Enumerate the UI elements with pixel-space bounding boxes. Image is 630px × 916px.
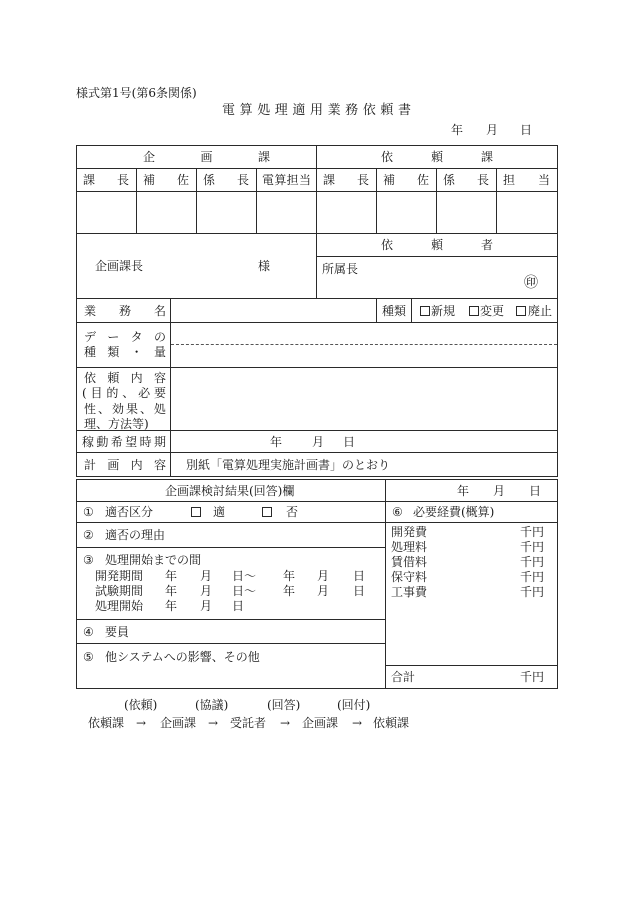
- glyph: 頼: [430, 238, 443, 252]
- data-volume-label-line: [84, 345, 166, 359]
- date-part: 月: [200, 569, 213, 583]
- glyph: 補: [383, 173, 396, 187]
- stamp-box: [316, 191, 377, 234]
- plan-field: [170, 452, 558, 477]
- desired-start-day: 日: [343, 434, 356, 449]
- glyph: 期: [153, 434, 166, 449]
- seal-mark: ㊞: [524, 275, 538, 291]
- stamp-box: [376, 191, 437, 234]
- glyph: 果: [125, 402, 138, 416]
- glyph: 務: [118, 303, 131, 318]
- desired-start-label-cell: [76, 430, 171, 453]
- checkbox-change: [469, 306, 479, 316]
- staff-row: [76, 619, 386, 644]
- glyph: 頼: [430, 150, 443, 164]
- glyph: 効: [111, 402, 124, 416]
- glyph: 業: [84, 303, 97, 318]
- date-part: 年: [165, 569, 178, 583]
- impact-number: ⑤: [83, 650, 94, 664]
- role-label: [143, 173, 189, 187]
- cost-item-name: 保守料: [391, 570, 428, 584]
- glyph: 長: [236, 173, 249, 187]
- stamp-box: [436, 191, 497, 234]
- glyph: 係: [203, 173, 216, 187]
- glyph: 類: [107, 345, 120, 359]
- glyph: 当: [537, 173, 550, 187]
- glyph: 長: [116, 173, 129, 187]
- glyph: 担: [286, 173, 299, 187]
- cost-item-unit: 千円: [520, 525, 545, 539]
- schedule-row: [76, 547, 386, 620]
- request-details-label-line: 理、方法等): [84, 417, 149, 431]
- form-number: 様式第1号(第6条関係): [76, 86, 197, 100]
- requester-header: [316, 233, 558, 257]
- review-date-day: 日: [529, 483, 542, 498]
- request-date-month: 月: [486, 123, 499, 137]
- checkbox-unsuitable: [262, 507, 272, 517]
- role-label: [443, 173, 489, 187]
- suitability-row: [76, 501, 386, 523]
- cost-item-unit: 千円: [520, 540, 545, 554]
- glyph: 佐: [176, 173, 189, 187]
- glyph: 依: [381, 150, 394, 164]
- role-label: [262, 173, 311, 187]
- role-label: [83, 173, 129, 187]
- flow-step-consult: (協議): [195, 698, 229, 712]
- request-details-label-line: [84, 371, 166, 385]
- glyph: 稼: [82, 434, 95, 449]
- stamp-box: [496, 191, 558, 234]
- date-part: 月: [317, 569, 330, 583]
- flow-step-answer: (回答): [267, 698, 301, 712]
- staff-number: ④: [83, 624, 94, 639]
- stamp-box: [256, 191, 317, 234]
- checkbox-abolish: [516, 306, 526, 316]
- glyph: 内: [130, 371, 143, 385]
- glyph: 容: [153, 457, 166, 472]
- glyph: 、: [139, 402, 152, 416]
- impact-label: 他システムへの影響、その他: [105, 650, 260, 664]
- glyph: 望: [125, 434, 138, 449]
- request-details-field: [170, 367, 558, 431]
- review-date-year: 年: [457, 483, 470, 498]
- glyph: (: [82, 386, 87, 400]
- suitability-number: ①: [83, 505, 94, 519]
- glyph: ー: [107, 330, 120, 344]
- date-part: 日: [232, 599, 245, 613]
- business-name-field: [170, 298, 377, 323]
- data-volume-label-cell: [76, 322, 171, 368]
- plan-label-cell: [76, 452, 171, 477]
- glyph: 画: [107, 457, 120, 472]
- glyph: 算: [239, 103, 253, 118]
- glyph: 目: [90, 386, 103, 400]
- request-date-day: 日: [520, 123, 533, 137]
- glyph: 名: [153, 303, 166, 318]
- cost-item-name: 賃借料: [391, 555, 428, 569]
- business-type-label: 種類: [382, 303, 407, 318]
- schedule-label: 処理開始までの間: [105, 553, 202, 567]
- glyph: 量: [153, 345, 166, 359]
- glyph: 補: [143, 173, 156, 187]
- checkbox-new: [420, 306, 430, 316]
- glyph: 算: [274, 173, 287, 187]
- date-part: 年: [283, 584, 296, 598]
- cost-item-name: 工事費: [391, 585, 428, 599]
- glyph: タ: [130, 330, 143, 344]
- costs-list: [385, 522, 558, 666]
- addressee-name: 企画課長: [95, 259, 144, 273]
- glyph: 用: [309, 103, 323, 118]
- desired-start-label: [82, 435, 166, 449]
- glyph: 課: [257, 150, 270, 164]
- testing-period-label: 試験期間: [95, 584, 144, 598]
- glyph: 長: [476, 173, 489, 187]
- business-type-options: [411, 298, 558, 323]
- costs-total-row: [385, 665, 558, 689]
- option-suitable-label: 適: [213, 505, 226, 519]
- glyph: 課: [323, 173, 336, 187]
- flow-step-request: (依頼): [124, 698, 158, 712]
- glyph: 頼: [107, 371, 120, 385]
- flow-node: 企画課: [302, 716, 339, 730]
- role-requesting-deputy: [376, 168, 437, 192]
- glyph: 業: [327, 103, 341, 118]
- reason-number: ②: [83, 528, 94, 542]
- glyph: 、: [97, 402, 110, 416]
- date-part: 日〜: [232, 569, 257, 583]
- impact-row: [76, 643, 386, 689]
- costs-header: [385, 501, 558, 523]
- glyph: 理: [274, 103, 288, 118]
- request-date-year: 年: [451, 123, 464, 137]
- requesting-section-label: [381, 150, 493, 164]
- checkbox-suitable: [191, 507, 201, 517]
- glyph: 適: [292, 103, 306, 118]
- request-details-label-line: [82, 386, 166, 400]
- role-label: [503, 173, 550, 187]
- flow-step-circulate: (回付): [337, 698, 371, 712]
- reason-row: [76, 522, 386, 548]
- review-header: [76, 479, 386, 502]
- costs-label: 必要経費(概算): [413, 505, 495, 519]
- data-volume-field: [170, 322, 558, 368]
- date-part: 月: [317, 584, 330, 598]
- request-date: [451, 123, 533, 137]
- option-change-label: 変更: [480, 303, 505, 318]
- glyph: 種: [84, 345, 97, 359]
- cost-item-name: 開発費: [391, 525, 428, 539]
- date-part: 日: [353, 569, 366, 583]
- stamp-box: [196, 191, 257, 234]
- role-label: [323, 173, 369, 187]
- flow-arrow: →: [280, 716, 291, 730]
- plan-value: 別紙「電算処理実施計画書」のとおり: [186, 457, 391, 472]
- glyph: 電: [222, 103, 236, 118]
- role-planning-chief: [76, 168, 137, 192]
- glyph: ・: [130, 345, 143, 359]
- glyph: 希: [110, 434, 123, 449]
- cost-item-unit: 千円: [520, 570, 545, 584]
- flow-node: 受託者: [230, 716, 267, 730]
- planning-section-header: [76, 145, 317, 169]
- flow-arrow: →: [352, 716, 363, 730]
- date-part: 日: [353, 584, 366, 598]
- business-type-label-cell: [376, 298, 412, 323]
- glyph: デ: [84, 330, 97, 344]
- glyph: 電: [262, 173, 275, 187]
- glyph: 計: [84, 457, 97, 472]
- role-planning-computing: [256, 168, 317, 192]
- role-requesting-subchief: [436, 168, 497, 192]
- glyph: 当: [298, 173, 311, 187]
- flow-arrow: →: [208, 716, 219, 730]
- desired-start-field: [170, 430, 558, 453]
- glyph: 佐: [416, 173, 429, 187]
- addressee-cell: [76, 233, 317, 299]
- date-part: 年: [283, 569, 296, 583]
- glyph: 時: [139, 434, 152, 449]
- stamp-box: [76, 191, 137, 234]
- schedule-number: ③: [83, 553, 94, 567]
- flow-arrow: →: [136, 716, 147, 730]
- plan-label: [84, 458, 166, 472]
- cost-item-unit: 千円: [520, 585, 545, 599]
- glyph: 性: [84, 402, 97, 416]
- glyph: 者: [480, 238, 493, 252]
- reason-label: 適否の理由: [105, 528, 166, 542]
- date-part: 日〜: [232, 584, 257, 598]
- glyph: 依: [362, 103, 376, 118]
- desired-start-year: 年: [270, 434, 283, 449]
- date-part: 年: [165, 599, 178, 613]
- flow-node: 依頼課: [373, 716, 410, 730]
- stamp-box: [136, 191, 197, 234]
- processing-start-label: 処理開始: [95, 599, 144, 613]
- costs-number: ⑥: [392, 505, 403, 519]
- glyph: の: [153, 330, 166, 344]
- affiliation-label: 所属長: [322, 262, 359, 276]
- business-name-label: [84, 304, 166, 318]
- flow-node: 依頼課: [88, 716, 125, 730]
- flow-node: 企画課: [160, 716, 197, 730]
- cost-item-unit: 千円: [520, 555, 545, 569]
- role-requesting-chief: [316, 168, 377, 192]
- option-new-label: 新規: [431, 303, 456, 318]
- glyph: 長: [356, 173, 369, 187]
- requester-cell: [316, 256, 558, 299]
- suitability-label: 適否区分: [105, 505, 154, 519]
- glyph: 画: [200, 150, 213, 164]
- request-details-label-cell: [76, 367, 171, 431]
- glyph: 課: [480, 150, 493, 164]
- glyph: 動: [96, 434, 109, 449]
- role-requesting-staff: [496, 168, 558, 192]
- date-part: 年: [165, 584, 178, 598]
- requesting-section-header: [316, 145, 558, 169]
- request-details-label-line: [84, 402, 166, 416]
- desired-start-month: 月: [312, 434, 325, 449]
- costs-total-unit: 千円: [520, 670, 545, 684]
- costs-total-label: 合計: [391, 670, 416, 684]
- glyph: 的: [106, 386, 119, 400]
- glyph: 務: [345, 103, 359, 118]
- glyph: 依: [84, 371, 97, 385]
- glyph: 、: [122, 386, 135, 400]
- glyph: 頼: [380, 103, 394, 118]
- role-planning-deputy: [136, 168, 197, 192]
- role-label: [383, 173, 429, 187]
- form-title: [222, 104, 411, 118]
- review-date-month: 月: [493, 483, 506, 498]
- requester-header-label: [381, 238, 493, 252]
- glyph: 処: [153, 402, 166, 416]
- dashed-divider: [171, 344, 557, 345]
- glyph: 必: [138, 386, 151, 400]
- glyph: 依: [381, 238, 394, 252]
- addressee-honorific: 様: [258, 259, 271, 273]
- option-unsuitable-label: 否: [286, 505, 299, 519]
- date-part: 月: [200, 584, 213, 598]
- date-part: 月: [200, 599, 213, 613]
- review-date: [385, 479, 558, 502]
- glyph: 容: [153, 371, 166, 385]
- review-header-label: 企画課検討結果(回答)欄: [165, 483, 295, 498]
- role-label: [203, 173, 249, 187]
- glyph: 書: [397, 103, 411, 118]
- glyph: 課: [83, 173, 96, 187]
- glyph: 企: [143, 150, 156, 164]
- glyph: 内: [130, 457, 143, 472]
- glyph: 処: [257, 103, 271, 118]
- data-volume-label-line: [84, 330, 166, 344]
- glyph: 担: [503, 173, 516, 187]
- planning-section-label: [143, 150, 270, 164]
- business-name-label-cell: [76, 298, 171, 323]
- glyph: 要: [153, 386, 166, 400]
- development-period-label: 開発期間: [95, 569, 144, 583]
- glyph: 係: [443, 173, 456, 187]
- cost-item-name: 処理料: [391, 540, 428, 554]
- staff-label: 要員: [105, 624, 130, 639]
- option-abolish-label: 廃止: [528, 303, 553, 318]
- role-planning-subchief: [196, 168, 257, 192]
